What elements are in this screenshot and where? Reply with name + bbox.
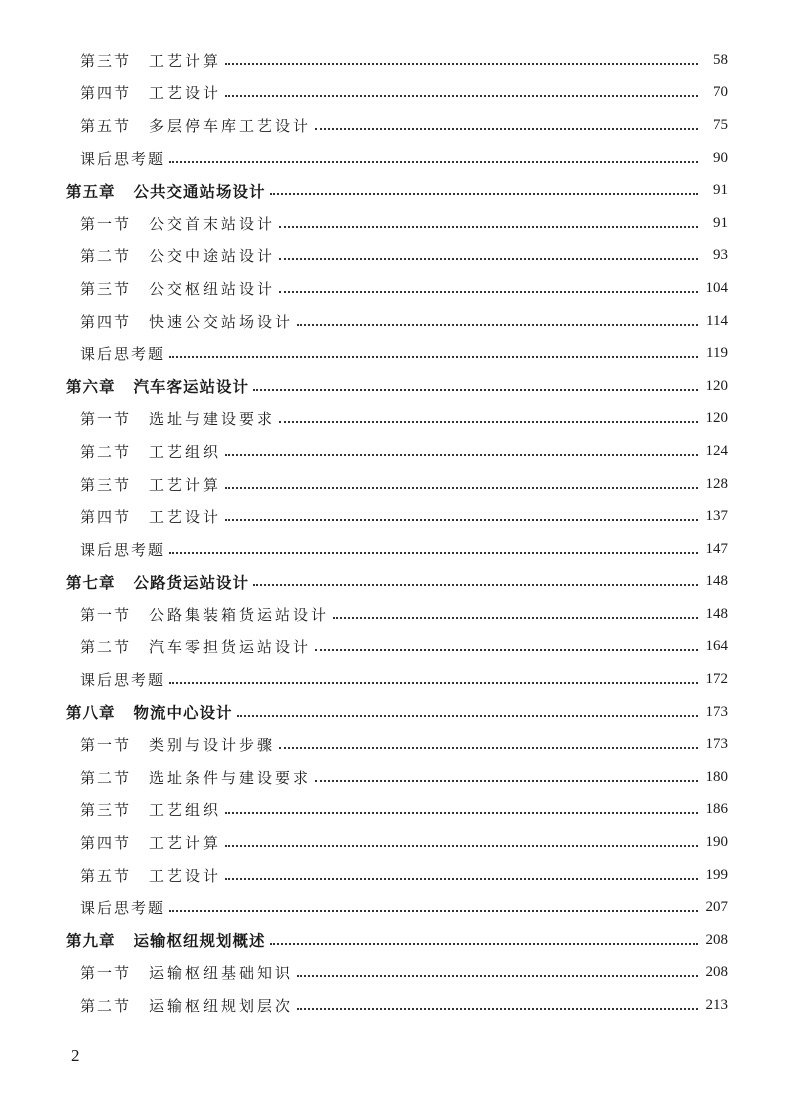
dot-leader [169, 909, 698, 912]
dot-leader [279, 225, 698, 228]
page-ref: 164 [705, 638, 728, 655]
chapter-number: 第五章 [66, 181, 116, 201]
dot-leader [315, 648, 698, 651]
section-number: 第三节 [80, 279, 132, 298]
section-number: 第三节 [80, 475, 132, 494]
dot-leader [297, 323, 698, 326]
dot-leader [225, 518, 698, 521]
page-ref: 213 [705, 997, 728, 1014]
page-ref: 93 [713, 247, 728, 264]
dot-leader [169, 355, 698, 358]
section-title: 汽车零担货运站设计 [149, 638, 312, 657]
section-title: 多层停车库工艺设计 [149, 116, 312, 135]
section-number: 第一节 [80, 214, 132, 233]
page-ref: 91 [713, 214, 728, 231]
page-ref: 70 [713, 84, 728, 101]
section-number: 第二节 [80, 247, 132, 266]
section-title: 快速公交站场设计 [149, 312, 294, 331]
page-ref: 173 [705, 736, 728, 753]
section-title: 运输枢纽规划层次 [149, 997, 294, 1016]
toc-entry-section [0, 207, 790, 240]
section-title: 工艺组织 [149, 442, 222, 461]
page-ref: 120 [705, 410, 728, 427]
toc-entry-review [0, 533, 790, 566]
section-title: 工艺计算 [149, 834, 222, 853]
section-title: 工艺设计 [149, 508, 222, 527]
toc-entry-section [0, 826, 790, 859]
toc-entry-section [0, 598, 790, 631]
chapter-title: 运输枢纽规划概述 [133, 931, 266, 951]
review-title: 课后思考题 [80, 345, 166, 364]
toc-entry-section [0, 794, 790, 827]
toc-entry-section [0, 859, 790, 892]
dot-leader [253, 583, 698, 586]
toc-entry-section [0, 728, 790, 761]
section-title: 工艺设计 [149, 866, 222, 885]
dot-leader [315, 779, 698, 782]
section-number: 第五节 [80, 116, 132, 135]
page-ref: 172 [705, 671, 728, 688]
toc-entry-review [0, 337, 790, 370]
section-title: 运输枢纽基础知识 [149, 964, 294, 983]
chapter-number: 第七章 [66, 572, 116, 592]
page-ref: 120 [705, 377, 728, 394]
section-number: 第三节 [80, 801, 132, 820]
section-title: 类别与设计步骤 [149, 736, 276, 755]
dot-leader [225, 844, 698, 847]
section-number: 第二节 [80, 638, 132, 657]
toc-entry-section [0, 761, 790, 794]
toc-entry-chapter [0, 370, 790, 403]
section-number: 第二节 [80, 997, 132, 1016]
toc-entry-chapter [0, 924, 790, 957]
toc-entry-section [0, 631, 790, 664]
dot-leader [225, 811, 698, 814]
dot-leader [225, 453, 698, 456]
page-ref: 58 [713, 51, 728, 68]
review-title: 课后思考题 [80, 899, 166, 918]
dot-leader [225, 877, 698, 880]
section-title: 选址与建设要求 [149, 410, 276, 429]
dot-leader [279, 746, 698, 749]
page-ref: 114 [706, 312, 728, 329]
section-number: 第一节 [80, 410, 132, 429]
dot-leader [279, 290, 698, 293]
dot-leader [225, 94, 698, 97]
page-ref: 199 [705, 866, 728, 883]
chapter-title: 物流中心设计 [133, 703, 233, 723]
dot-leader [253, 388, 698, 391]
toc-entry-chapter [0, 696, 790, 729]
toc-entry-review [0, 663, 790, 696]
section-number: 第一节 [80, 605, 132, 624]
chapter-number: 第八章 [66, 703, 116, 723]
toc-entry-section [0, 957, 790, 990]
page-ref: 128 [705, 475, 728, 492]
page-ref: 104 [705, 279, 728, 296]
chapter-number: 第九章 [66, 931, 116, 951]
dot-leader [169, 681, 698, 684]
dot-leader [297, 1007, 698, 1010]
page-ref: 75 [713, 116, 728, 133]
toc-entry-review [0, 142, 790, 175]
section-number: 第四节 [80, 84, 132, 103]
dot-leader [169, 160, 698, 163]
page-ref: 207 [705, 899, 728, 916]
page-ref: 147 [705, 540, 728, 557]
page-ref: 137 [705, 508, 728, 525]
page-ref: 124 [705, 442, 728, 459]
chapter-title: 公共交通站场设计 [133, 181, 266, 201]
dot-leader [225, 486, 698, 489]
page-ref: 190 [705, 834, 728, 851]
section-number: 第一节 [80, 736, 132, 755]
section-title: 工艺计算 [149, 475, 222, 494]
review-title: 课后思考题 [80, 540, 166, 559]
dot-leader [333, 616, 698, 619]
toc-entry-section [0, 468, 790, 501]
toc-entry-review [0, 891, 790, 924]
section-number: 第三节 [80, 51, 132, 70]
dot-leader [169, 551, 698, 554]
chapter-number: 第六章 [66, 377, 116, 397]
page-number: 2 [71, 1046, 80, 1065]
dot-leader [225, 62, 698, 65]
section-title: 工艺计算 [149, 51, 222, 70]
page-ref: 91 [713, 182, 728, 199]
toc-entry-section [0, 435, 790, 468]
toc-entry-chapter [0, 174, 790, 207]
section-title: 公交首末站设计 [149, 214, 276, 233]
section-title: 公交枢纽站设计 [149, 279, 276, 298]
page-ref: 148 [705, 605, 728, 622]
page-ref: 208 [705, 964, 728, 981]
page-ref: 180 [705, 768, 728, 785]
page-ref: 186 [705, 801, 728, 818]
page-ref: 119 [706, 345, 728, 362]
toc-entry-section [0, 305, 790, 338]
dot-leader [279, 257, 698, 260]
page-ref: 173 [705, 703, 728, 720]
page-ref: 90 [713, 149, 728, 166]
toc-entry-section [0, 989, 790, 1022]
section-number: 第四节 [80, 834, 132, 853]
dot-leader [270, 192, 698, 195]
dot-leader [237, 714, 698, 717]
toc-entry-section [0, 240, 790, 273]
toc-entry-section [0, 403, 790, 436]
toc-entry-section [0, 44, 790, 77]
dot-leader [279, 420, 698, 423]
section-number: 第二节 [80, 768, 132, 787]
section-title: 工艺组织 [149, 801, 222, 820]
section-number: 第一节 [80, 964, 132, 983]
toc-entry-section [0, 109, 790, 142]
review-title: 课后思考题 [80, 671, 166, 690]
section-number: 第五节 [80, 866, 132, 885]
table-of-contents [0, 44, 790, 1022]
toc-entry-section [0, 272, 790, 305]
toc-entry-chapter [0, 566, 790, 599]
dot-leader [297, 974, 698, 977]
toc-entry-section [0, 500, 790, 533]
section-title: 公交中途站设计 [149, 247, 276, 266]
section-number: 第二节 [80, 442, 132, 461]
review-title: 课后思考题 [80, 149, 166, 168]
chapter-title: 公路货运站设计 [133, 572, 250, 592]
section-number: 第四节 [80, 508, 132, 527]
chapter-title: 汽车客运站设计 [133, 377, 250, 397]
section-number: 第四节 [80, 312, 132, 331]
dot-leader [315, 127, 698, 130]
section-title: 选址条件与建设要求 [149, 768, 312, 787]
section-title: 工艺设计 [149, 84, 222, 103]
section-title: 公路集装箱货运站设计 [149, 605, 330, 624]
page-ref: 208 [705, 931, 728, 948]
page-ref: 148 [705, 573, 728, 590]
dot-leader [270, 942, 698, 945]
toc-entry-section [0, 77, 790, 110]
